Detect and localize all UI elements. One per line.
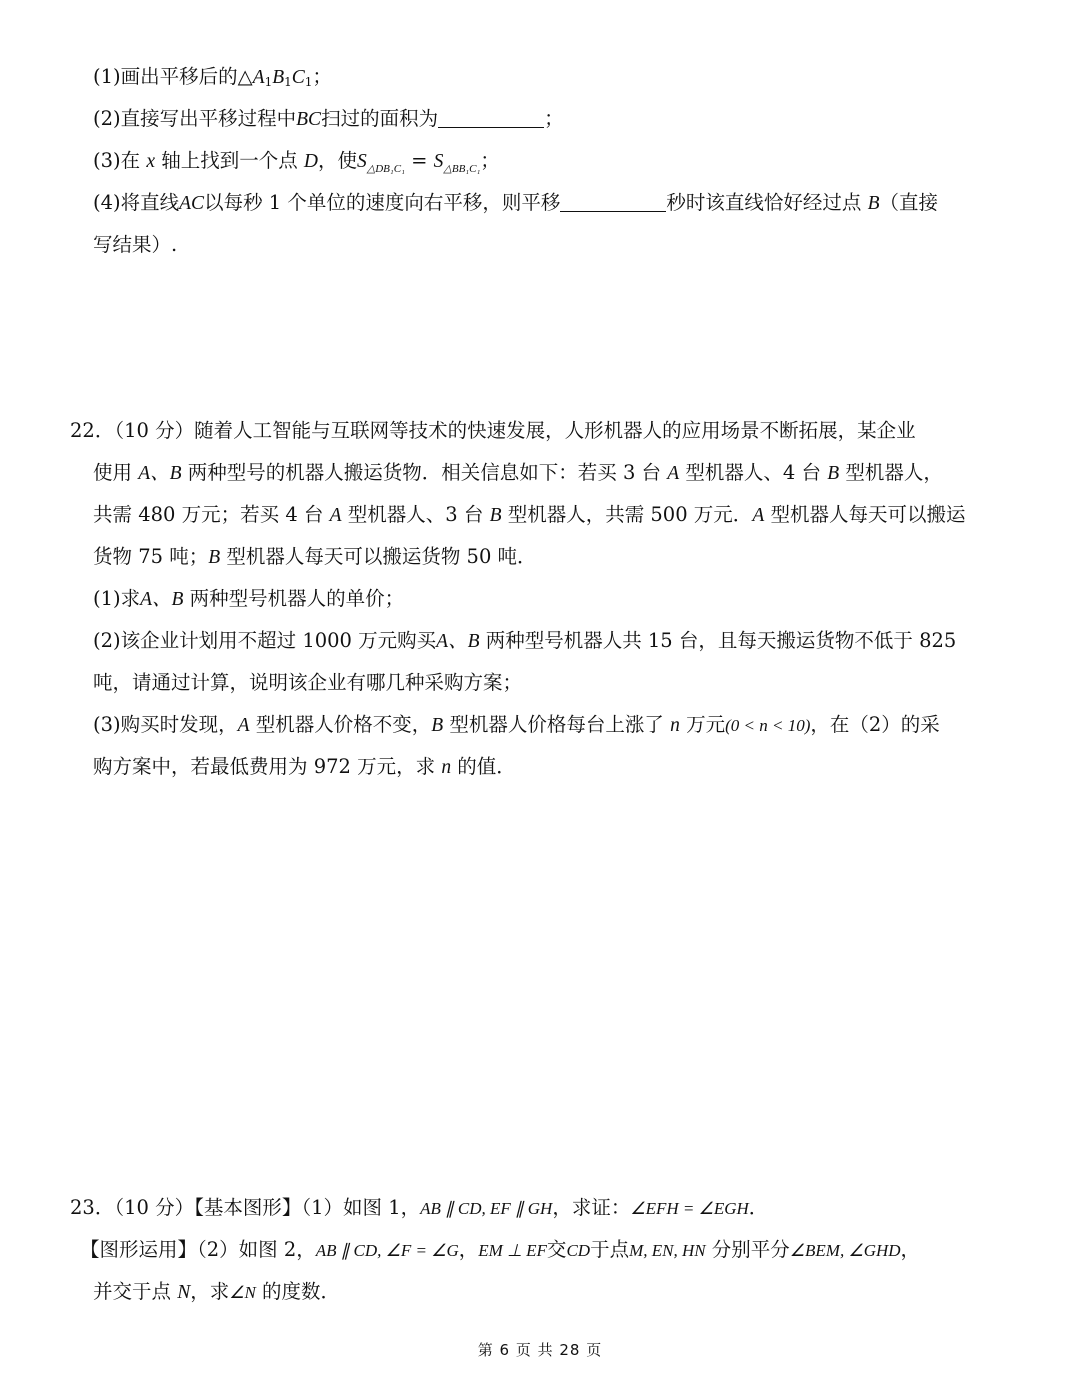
q22-sub2: (2)该企业计划用不超过 1000 万元购买A、B 两种型号机器人共 15 台，且每天搬运货物不低于 825 [93,629,957,652]
page-footer: 第 6 页 共 28 页 [477,1341,603,1359]
q23-line2: 【图形运用】（2）如图 2，AB ∥ CD, ∠F = ∠G，EM ⊥ EF交CD于点M, EN, HN 分别平分∠BEM, ∠GHD， [80,1238,921,1261]
q22-line3: 共需 480 万元；若买 4 台 A 型机器人、3 台 B 型机器人，共需 500 万元．A 型机器人每天可以搬运 [93,503,966,526]
q22-sub2-line2: 吨，请通过计算，说明该企业有哪几种采购方案； [93,671,523,694]
answer-blank[interactable] [438,107,544,128]
answer-blank[interactable] [560,191,666,212]
q21-part1: (1)画出平移后的$\triangle A_1B_1C_1$； [93,65,332,89]
q22-line4: 货物 75 吨；B 型机器人每天可以搬运货物 50 吨． [93,545,537,568]
q21-part4: (4)将直线AC以每秒 1 个单位的速度向右平移，则平移 秒时该直线恰好经过点 B（直接 [93,191,939,214]
area-equation: $S_{\triangle DB_1C_1} = S_{\triangle BB_1C_1}$ [357,149,481,175]
q22-sub1: (1)求A、B 两种型号机器人的单价； [93,587,405,610]
q23-line1: 23．（10 分）【基本图形】（1）如图 1，AB ∥ CD, EF ∥ GH，求证：∠EFH = ∠EGH． [70,1196,769,1219]
condition-range: (0 < n < 10) [725,716,811,735]
q21-part3: (3)在 x 轴上找到一个点 D，使$S_{\triangle DB_1C_1} = S_{\triangle BB_1C_1}$； [93,149,500,175]
q22-line1: 22．（10 分）随着人工智能与互联网等技术的快速发展，人形机器人的应用场景不断拓展，某企业 [70,419,916,442]
q22-sub3: (3)购买时发现，A 型机器人价格不变，B 型机器人价格每台上涨了 n 万元(0 < n < 10)，在（2）的采 [93,713,940,736]
q21-part2: (2)直接写出平移过程中BC扫过的面积为 ； [93,107,564,130]
q23-line3: 并交于点 N，求∠N 的度数． [93,1280,341,1303]
q21-part4-line2: 写结果）. [93,233,178,256]
triangle-a1b1c1: $\triangle A_1B_1C_1$ [237,65,313,89]
q22-line2: 使用 A、B 两种型号的机器人搬运货物．相关信息如下：若买 3 台 A 型机器人、4 台 B 型机器人， [93,461,943,484]
q22-sub3-line2: 购方案中，若最低费用为 972 万元，求 n 的值． [93,755,516,778]
